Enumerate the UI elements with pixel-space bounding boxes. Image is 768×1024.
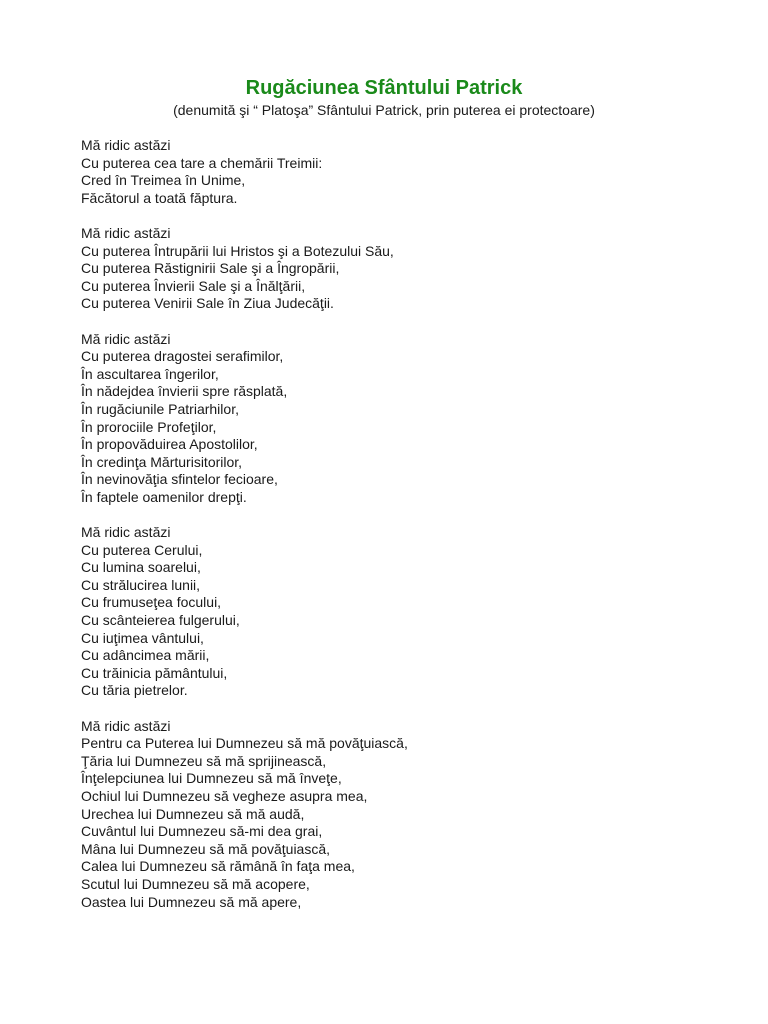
prayer-line: Înţelepciunea lui Dumnezeu să mă înveţe, (81, 770, 342, 787)
prayer-line: În nădejdea învierii spre răsplată, (81, 383, 288, 400)
prayer-line: Mă ridic astăzi (81, 224, 171, 241)
prayer-line: Oastea lui Dumnezeu să mă apere, (81, 893, 302, 910)
stanza (81, 718, 721, 912)
document-subtitle: (denumită şi “ Platoşa” Sfântului Patrick, prin puterea ei protectoare) (173, 102, 595, 118)
prayer-line: În prorociile Profeţilor, (81, 418, 217, 435)
prayer-line: Cu lumina soarelui, (81, 559, 201, 576)
prayer-line: Cu puterea Învierii Sale şi a Înălţării, (81, 277, 306, 294)
prayer-line: Cu puterea Venirii Sale în Ziua Judecăţii. (81, 295, 334, 312)
prayer-line: În credinţa Mărturisitorilor, (81, 453, 243, 470)
prayer-line: Cred în Treimea în Unime, (81, 172, 246, 189)
document-title: Rugăciunea Sfântului Patrick (245, 77, 523, 99)
prayer-line: În nevinovăţia sfintelor fecioare, (81, 471, 278, 488)
prayer-line: Cu scânteierea fulgerului, (81, 612, 240, 629)
prayer-line: Ochiul lui Dumnezeu să vegheze asupra mea, (81, 787, 368, 804)
prayer-line: Mă ridic astăzi (81, 717, 171, 734)
prayer-line: Cu puterea Cerului, (81, 541, 203, 558)
prayer-line: Cu frumuseţea focului, (81, 594, 222, 611)
prayer-line: Calea lui Dumnezeu să rămână în faţa mea, (81, 858, 355, 875)
prayer-line: Urechea lui Dumnezeu să mă audă, (81, 805, 305, 822)
prayer-line: În propovăduirea Apostolilor, (81, 436, 258, 453)
prayer-line: Mă ridic astăzi (81, 330, 171, 347)
stanza (81, 225, 721, 313)
prayer-line: Cu adâncimea mării, (81, 647, 210, 664)
stanza (81, 331, 721, 507)
prayer-line: Pentru ca Puterea lui Dumnezeu să mă povăţuiască, (81, 735, 408, 752)
prayer-line: Ţăria lui Dumnezeu să mă sprijinească, (81, 752, 327, 769)
stanza (81, 524, 721, 700)
prayer-line: Mă ridic astăzi (81, 524, 171, 541)
prayer-line: Cu puterea Răstignirii Sale şi a Îngropării, (81, 260, 340, 277)
prayer-line: În faptele oamenilor drepţi. (81, 488, 247, 505)
prayer-line: Cu puterea Întrupării lui Hristos şi a Botezului Său, (81, 242, 394, 259)
prayer-line: Mă ridic astăzi (81, 137, 171, 153)
prayer-line: Cuvântul lui Dumnezeu să-mi dea grai, (81, 823, 323, 840)
prayer-line: În ascultarea îngerilor, (81, 365, 219, 382)
prayer-line: În rugăciunile Patriarhilor, (81, 400, 239, 417)
prayer-line: Cu puterea cea tare a chemării Treimii: (81, 154, 323, 171)
prayer-line: Făcătorul a toată făptura. (81, 189, 238, 206)
prayer-line: Mâna lui Dumnezeu să mă povăţuiască, (81, 840, 331, 857)
prayer-body (81, 137, 721, 929)
stanza (81, 137, 721, 207)
prayer-line: Scutul lui Dumnezeu să mă acopere, (81, 875, 310, 892)
prayer-line: Cu strălucirea lunii, (81, 576, 201, 593)
prayer-line: Cu tăria pietrelor. (81, 682, 188, 699)
prayer-line: Cu iuţimea vântului, (81, 629, 204, 646)
prayer-line: Cu trăinicia pământului, (81, 664, 228, 681)
prayer-line: Cu puterea dragostei serafimilor, (81, 348, 284, 365)
